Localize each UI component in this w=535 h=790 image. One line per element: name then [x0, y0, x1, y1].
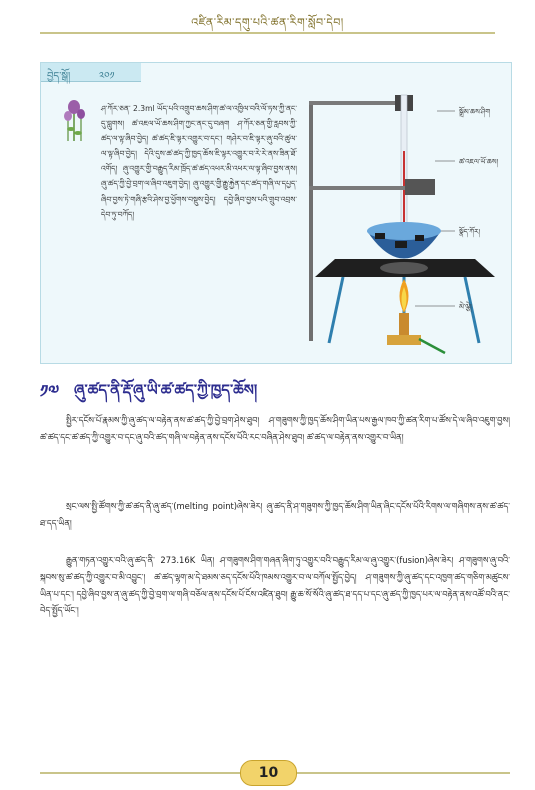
flower-icon [59, 93, 89, 143]
activity-number: ༢༠༡ [99, 71, 115, 82]
activity-panel [40, 62, 512, 364]
page-number: 10 [258, 765, 279, 781]
section-heading [40, 372, 510, 402]
activity-tab [41, 63, 141, 82]
burner-label: མེ་ལྕེ། [459, 303, 472, 311]
footer-rule-left [40, 772, 240, 774]
bowl-label: སྣོད་ཀོར། [459, 228, 481, 236]
activity-text: ཤ་ཀོར་ཅན་ 2.3ml ཡོད་པའི་འགྲུབ་ཆས་ཤིག་ཚ་ལ་འཁྱིལ་བའི་ལོ་ཏས་ཀྱི་ནང་དུ་བླུགས། ཚ་འཇལ་ཡོ་ཆས་ཤིག་ཀྱང་ནང་དུ་བཞག ཤ་ཀོར་ཅན་གྱི་རླབས་ཀྱི་ཚད་ལ་ལྟ་ཞིབ་བྱེད། ཚ་ཚད་ཇི་ལྟར་འགྱུར་བ་དང་། གཤེར་བ་ཇི་ལྟར་ཞུ་བའི་ཚུལ་ལ་ལྟ་ཞིབ་བྱེད། དེའི་དུས་ཚ་ཚད་ཀྱི་ཁྱད་ཆོས་ཇི་ལྟར་འགྱུར་བ་རེ་རེ་ནས་ཟིན་ཐོ་འགོད། ཞུ་འགྱུར་གྱི་བརྒྱུད་རིམ་ཁྲོད་ཚ་ཚད་འཕར་མི་འཕར་ལ་ལྟ་ཞིབ་བྱས་ནས། ཞུ་ཚད་ཀྱི་བྱེ་བྲག་ལ་ཞིབ་འཇུག་བྱེད། ཞུ་འགྱུར་གྱི་རྒྱུ་རྐྱེན་དང་ཚད་གཞི་ལ་དཔྱད་ཞིབ་བྱས་ཏེ་གཞི་རྩའི་ཤེས་བྱ་ཕྱོགས་བསྡུས་བྱེད། དབྱེ་ཞིབ་བྱས་པའི་གྲུབ་འབྲས་དེབ་ཏུ་བཀོད། [101, 104, 297, 219]
paragraph-2: སྲང་ལས་སྤྱི་ཚོགས་ཀྱི་ཚ་ཚད་ནི་ཞུ་ཚད་(melting point)ཞེས་ཟེར། ཞུ་ཚད་ནི་ཤ་གཟུགས་ཀྱི་ཁྱད་ཆོས་ཤིག་ཡིན་ཞིང་དངོས་པོའི་རིགས་ལ་གཞིགས་ནས་ཚ་ཚད་ཐ་དད་ཡིན། [40, 501, 510, 528]
section-number: ༡༧ [40, 382, 60, 402]
footer-rule-right [295, 772, 510, 774]
stand-label: སྒྲོམ་ཆས་ཤིག [459, 108, 491, 116]
activity-label: བྱེད་སྒོ། [47, 71, 71, 82]
page-header [0, 0, 535, 40]
section-title: ཞུ་ཚད་ནི་རྡོ་ཞུ་ཡི་ཚ་ཚད་ཀྱི་ཁྱད་ཆོས། [74, 381, 258, 399]
book-title: འཛིན་རིམ་དགུ་པའི་ཚན་རིག་སློབ་དེབ། [191, 16, 344, 29]
heating-apparatus-diagram [305, 81, 505, 361]
thermometer-label: ཚ་འཇལ་ཡོ་ཆས། [459, 158, 499, 166]
paragraph-1: སྤྱིར་དངོས་པོ་རྣམས་ཀྱི་ཞུ་ཚད་ལ་བརྟེན་ནས་ཚ་ཚད་ཀྱི་བྱེ་བྲག་ཤེས་ཐུབ། ཤ་གཟུགས་ཀྱི་ཁྱད་ཆོས་ཤིག་ཡིན་པས་རྒྱལ་ཁབ་ཀྱི་ཚན་རིག་པ་ཚོས་དེ་ལ་ཞིབ་འཇུག་བྱས། ཚ་ཚད་དང་ཚ་ཚད་ཀྱི་འགྱུར་བ་དང་ཞུ་བའི་ཚད་གཞི་ལ་བརྟེན་ནས་དངོས་པོའི་རང་བཞིན་ཤེས་ཐུབ། ཚ་ཚད་ལ་བརྟེན་ནས་འགྱུར་བ་ཡིན། [40, 415, 510, 442]
page-number-badge [240, 760, 297, 786]
header-rule [40, 32, 495, 34]
paragraph-3: རྒྱུན་གཏན་འགྱུར་བའི་ཞུ་ཚད་ནི་ 273.16K ཡིན། ཤ་གཟུགས་ཤིག་གཞན་ཞིག་ཏུ་འགྱུར་བའི་བརྒྱུད་རིམ་ལ་ཞུ་འགྱུར་(fusion)ཞེས་ཟེར། ཤ་གཟུགས་ཞུ་བའི་སྐབས་སུ་ཚ་ཚད་ཀྱི་འགྱུར་བ་མི་འབྱུང་། ཚ་ཚད་ལྷག་མ་དེ་ཐམས་ཅད་དངོས་པོའི་ཁམས་འགྱུར་བ་ལ་བཀོལ་སྤྱོད་བྱེད། ཤ་གཟུགས་ཀྱི་ཞུ་ཚད་དང་འཁྱག་ཚད་གཅིག་མཚུངས་ཡིན་པ་དང་། དབྱེ་ཞིབ་བྱས་ན་ཞུ་ཚད་ཀྱི་བྱེ་བྲག་ལ་གཞི་བཅོལ་ནས་དངོས་པོ་ངོས་འཛིན་ཐུབ། རྒྱུ་ཆ་སོ་སོའི་ཞུ་ཚད་ཐ་དད་པ་དང་ཞུ་ཚད་ཀྱི་ཁྱད་པར་ལ་བརྟེན་ནས་འཚོ་བའི་ནང་བེད་སྤྱོད་ཡོང་། [40, 555, 510, 616]
